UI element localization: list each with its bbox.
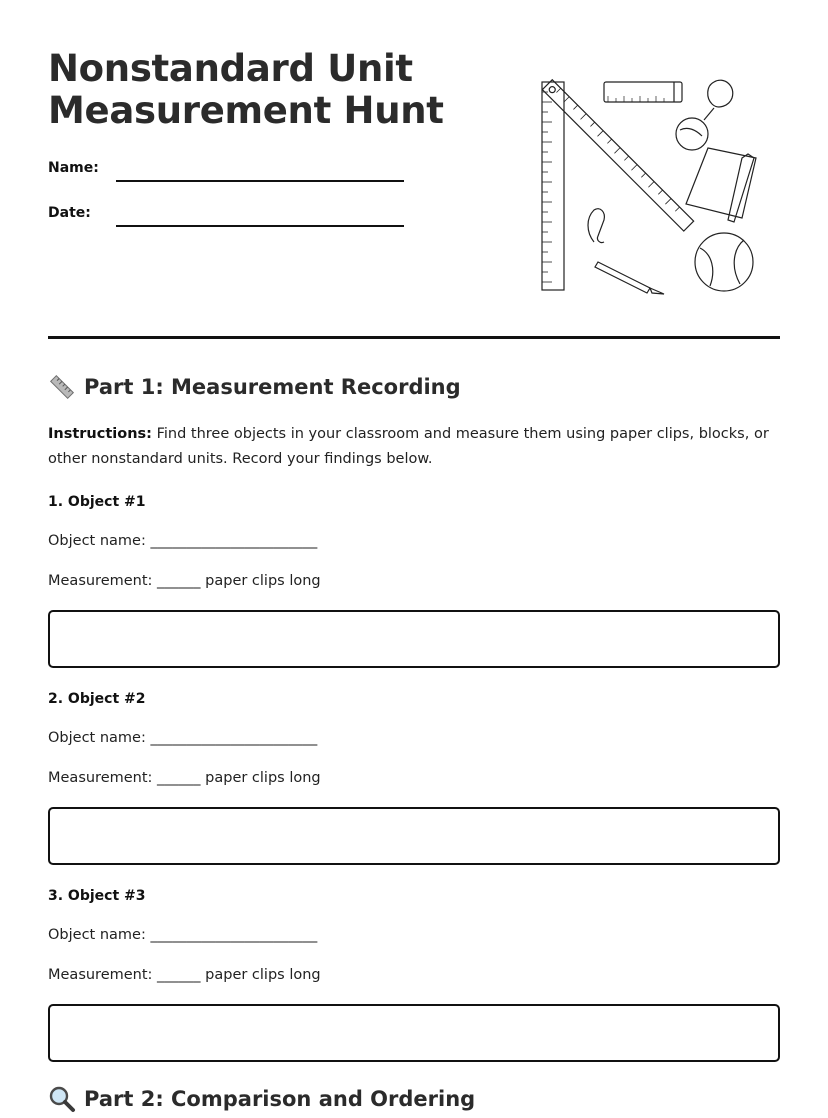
instructions-text: Find three objects in your classroom and measure them using paper clips, blocks, or other nonstandard units. Record your findings below. [48, 426, 769, 467]
name-field[interactable] [116, 180, 404, 182]
stamp-icon [676, 80, 733, 150]
title-line-1: Nonstandard Unit [48, 47, 413, 90]
worksheet-title [48, 48, 468, 132]
pencil-icon [595, 262, 664, 294]
date-field[interactable] [116, 225, 404, 227]
small-ruler-icon [604, 82, 682, 102]
object-2-name-line[interactable]: Object name: _______________________ [48, 730, 318, 746]
object-2-answer-box[interactable] [48, 807, 780, 865]
magnifying-glass-icon [48, 1085, 76, 1113]
paper-clip-icon [588, 209, 604, 243]
ruler-icon [48, 373, 76, 401]
part1-heading [48, 373, 461, 401]
object-2-measurement-line[interactable]: Measurement: ______ paper clips long [48, 770, 321, 786]
object-3-heading: 3. Object #3 [48, 888, 146, 904]
object-1-measurement-line[interactable]: Measurement: ______ paper clips long [48, 573, 321, 589]
part2-heading-text: Part 2: Comparison and Ordering [84, 1087, 476, 1111]
section-divider [48, 336, 780, 339]
part2-heading [48, 1085, 475, 1113]
part1-heading-text: Part 1: Measurement Recording [84, 375, 461, 399]
measuring-tools-clipart [528, 72, 764, 302]
ball-icon [695, 233, 753, 291]
note-paper-icon [686, 148, 756, 222]
vertical-ruler-icon [542, 82, 564, 290]
object-1-name-line[interactable]: Object name: _______________________ [48, 533, 318, 549]
instructions-label: Instructions: [48, 426, 152, 442]
object-3-answer-box[interactable] [48, 1004, 780, 1062]
object-2-heading: 2. Object #2 [48, 691, 146, 707]
name-label: Name: [48, 160, 99, 176]
instructions [48, 422, 778, 472]
object-1-answer-box[interactable] [48, 610, 780, 668]
date-label: Date: [48, 205, 91, 221]
object-3-name-line[interactable]: Object name: _______________________ [48, 927, 318, 943]
title-line-2: Measurement Hunt [48, 89, 444, 132]
object-1-heading: 1. Object #1 [48, 494, 146, 510]
object-3-measurement-line[interactable]: Measurement: ______ paper clips long [48, 967, 321, 983]
